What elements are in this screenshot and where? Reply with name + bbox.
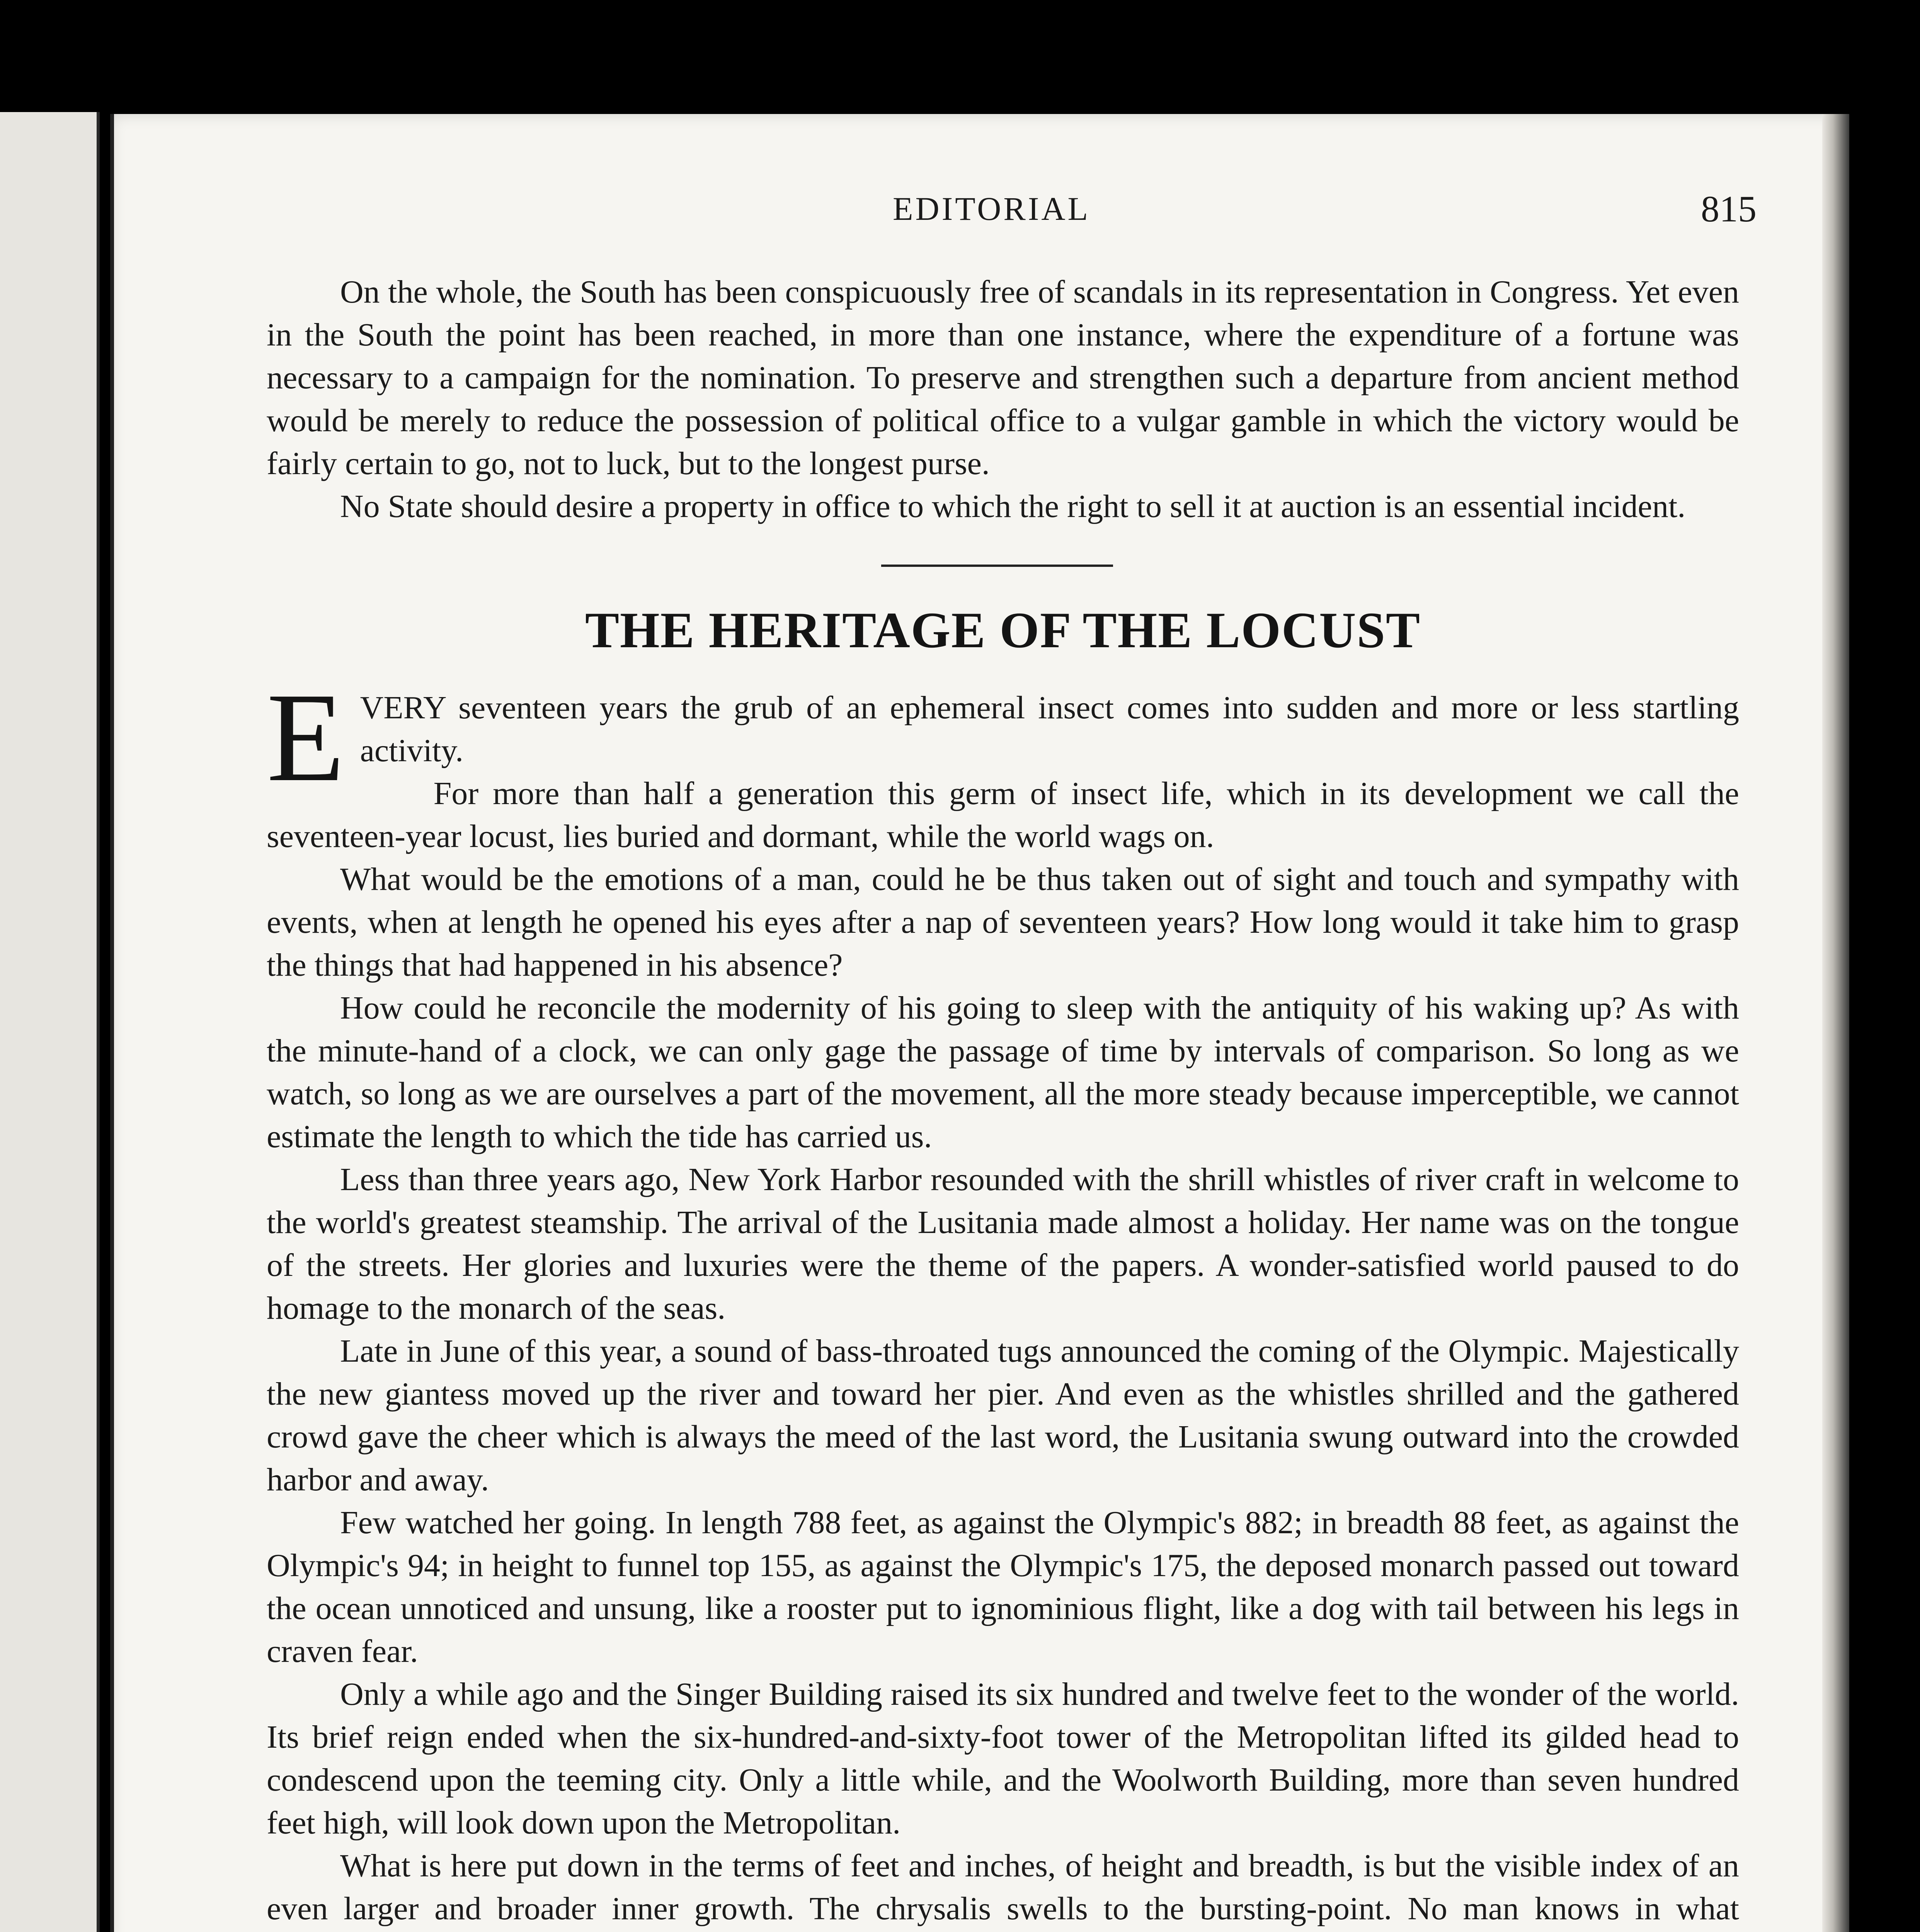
text-block — [267, 270, 1739, 1932]
intro-paragraph: On the whole, the South has been conspicuously free of scandals in its representation in Congress. Yet even in the South the point has been reached, in more than one instance, where the expenditure of a fortune was necessary to a campaign for the nomination. To preserve and strengthen such a departure from ancient method would be merely to reduce the possession of political office to a vulgar gamble in which the victory would be fairly certain to go, not to luck, but to the longest purse. — [267, 274, 1739, 481]
article-paragraph: What would be the emotions of a man, could he be thus taken out of sight and touch and sympathy with events, when at length he opened his eyes after a nap of seventeen years? How long would it take him to grasp the things that had happened in his absence? — [267, 861, 1739, 983]
page-fore-edge — [1822, 114, 1849, 1932]
article-paragraph: How could he reconcile the modernity of his going to sleep with the antiquity of his waking up? As with the minute-hand of a clock, we can only gage the passage of time by intervals of comparison. So long as we watch, so long as we are ourselves a part of the movement, all the more steady because imperceptible, we cannot estimate the length to which the tide has carried us. — [267, 990, 1739, 1155]
article-paragraph: For more than half a generation this germ of insect life, which in its development we call the seventeen-year locust, lies buried and dormant, while the world wags on. — [267, 776, 1739, 854]
first-paragraph-text: VERY seventeen years the grub of an ephemeral insect comes into sudden and more or less startling activity. — [360, 690, 1739, 769]
article-paragraph: Late in June of this year, a sound of bass-throated tugs announced the coming of the Olympic. Majestically the new giantess moved up the river and toward her pier. And even as the whistles shrilled and the gathered crowd gave the cheer which is always the meed of the last word, the Lusitania swung outward into the crowded harbor and away. — [267, 1333, 1739, 1498]
intro-paragraph: No State should desire a property in office to which the right to sell it at auction is an essential incident. — [340, 488, 1686, 524]
article-paragraph: Only a while ago and the Singer Building raised its six hundred and twelve feet to the wonder of the world. Its brief reign ended when the six-hundred-and-sixty-foot tower of the Metropolitan lifted its gilded head to condescend upon the teeming city. Only a little while, and the Woolworth Building, more than seven hundred feet high, will look down upon the Metropolitan. — [267, 1676, 1739, 1841]
page-binding-edge — [110, 114, 114, 1932]
facing-page-edge — [0, 112, 100, 1932]
article-title: THE HERITAGE OF THE LOCUST — [585, 602, 1421, 658]
running-head: EDITORIAL — [893, 190, 1091, 227]
section-divider-wrap — [267, 528, 1739, 586]
section-divider — [881, 565, 1113, 567]
book-page — [110, 114, 1849, 1932]
drop-cap: E — [267, 667, 345, 808]
article-paragraph: Few watched her going. In length 788 feet, as against the Olympic's 882; in breadth 88 feet, as against the Olympic's 94; in height to funnel top 155, as against the Olympic's 175, the deposed monarch passed out toward the ocean unnoticed and unsung, like a rooster put to ignominious flight, like a dog with tail between his legs in craven fear. — [267, 1505, 1739, 1669]
article-paragraph: What is here put down in the terms of feet and inches, of height and breadth, is but the visible index of an even larger and broader inner growth. The chrysalis swells to the bursting-point. No man knows in what — [267, 1848, 1739, 1927]
article-paragraph: Less than three years ago, New York Harbor resounded with the shrill whistles of river craft in welcome to the world's greatest steamship. The arrival of the Lusitania made almost a holiday. Her name was on the tongue of the streets. Her glories and luxuries were the theme of the papers. A wonder-satisfied world paused to do homage to the monarch of the seas. — [267, 1162, 1739, 1326]
article-first-paragraph — [267, 667, 1739, 808]
page-number: 815 — [1701, 188, 1757, 230]
